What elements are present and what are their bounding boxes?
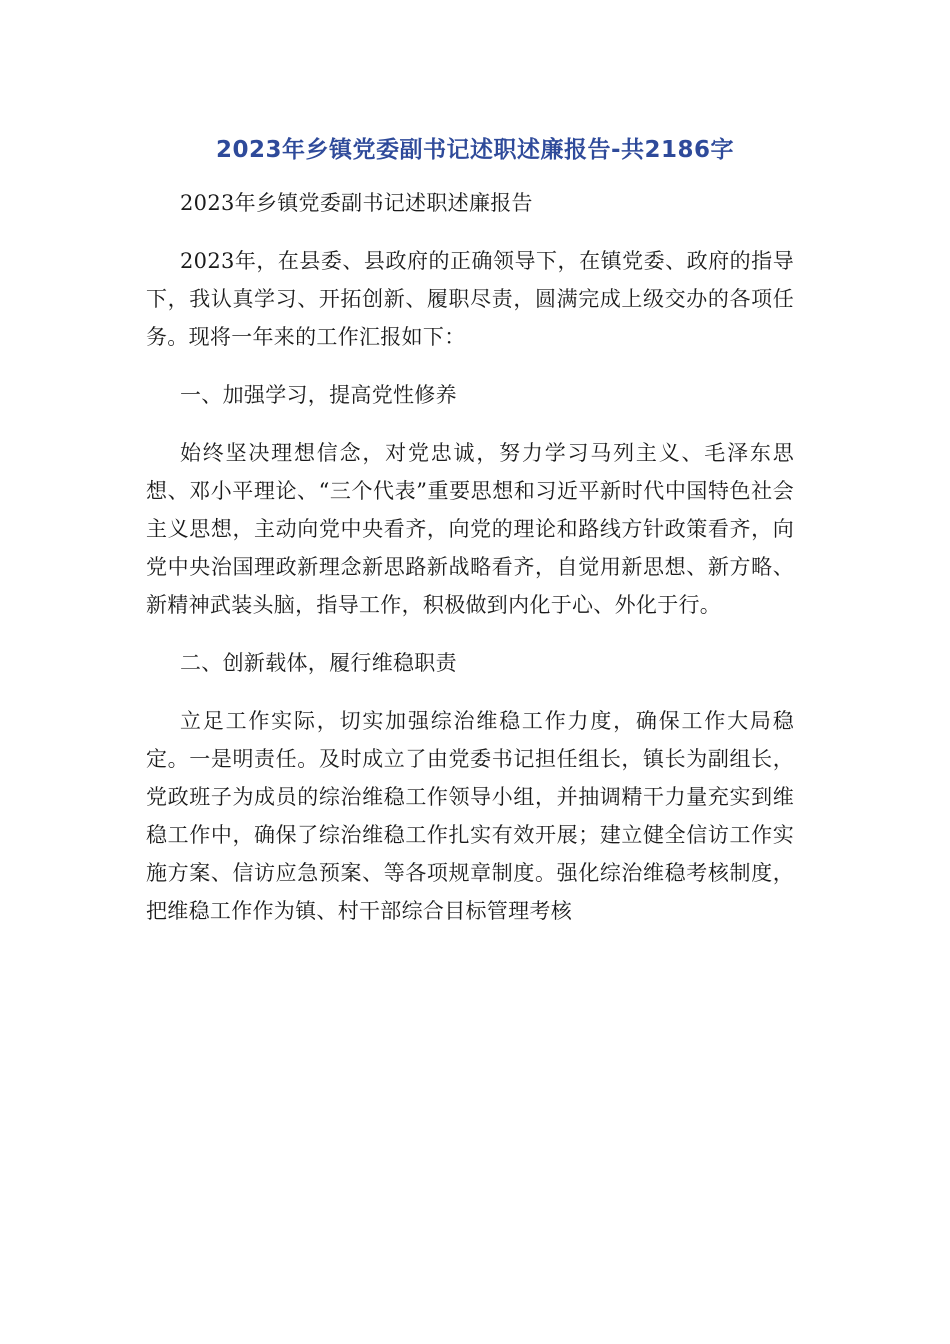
document-body [146, 184, 794, 950]
section-heading-2: 二、创新载体，履行维稳职责 [180, 651, 457, 675]
subtitle-paragraph: 2023年乡镇党委副书记述职述廉报告 [180, 191, 533, 215]
section-2-paragraph: 立足工作实际，切实加强综治维稳工作力度，确保工作大局稳定。一是明责任。及时成立了由党委书记担任组长，镇长为副组长，党政班子为成员的综治维稳工作领导小组，并抽调精干力量充实到维稳工作中，确保了综治维稳工作扎实有效开展；建立健全信访工作实施方案、信访应急预案、等各项规章制度。强化综治维稳考核制度，把维稳工作作为镇、村干部综合目标管理考核 [146, 709, 794, 923]
intro-paragraph: 2023年，在县委、县政府的正确领导下，在镇党委、政府的指导下，我认真学习、开拓创新、履职尽责，圆满完成上级交办的各项任务。现将一年来的工作汇报如下： [146, 249, 794, 349]
section-1-paragraph: 始终坚决理想信念，对党忠诚，努力学习马列主义、毛泽东思想、邓小平理论、“三个代表”重要思想和习近平新时代中国特色社会主义思想，主动向党中央看齐，向党的理论和路线方针政策看齐，向党中央治国理政新理念新思路新战略看齐，自觉用新思想、新方略、新精神武装头脑，指导工作，积极做到内化于心、外化于行。 [146, 441, 794, 617]
document-title: 2023年乡镇党委副书记述职述廉报告-共2186字 [215, 137, 735, 163]
section-heading-1: 一、加强学习，提高党性修养 [180, 383, 457, 407]
